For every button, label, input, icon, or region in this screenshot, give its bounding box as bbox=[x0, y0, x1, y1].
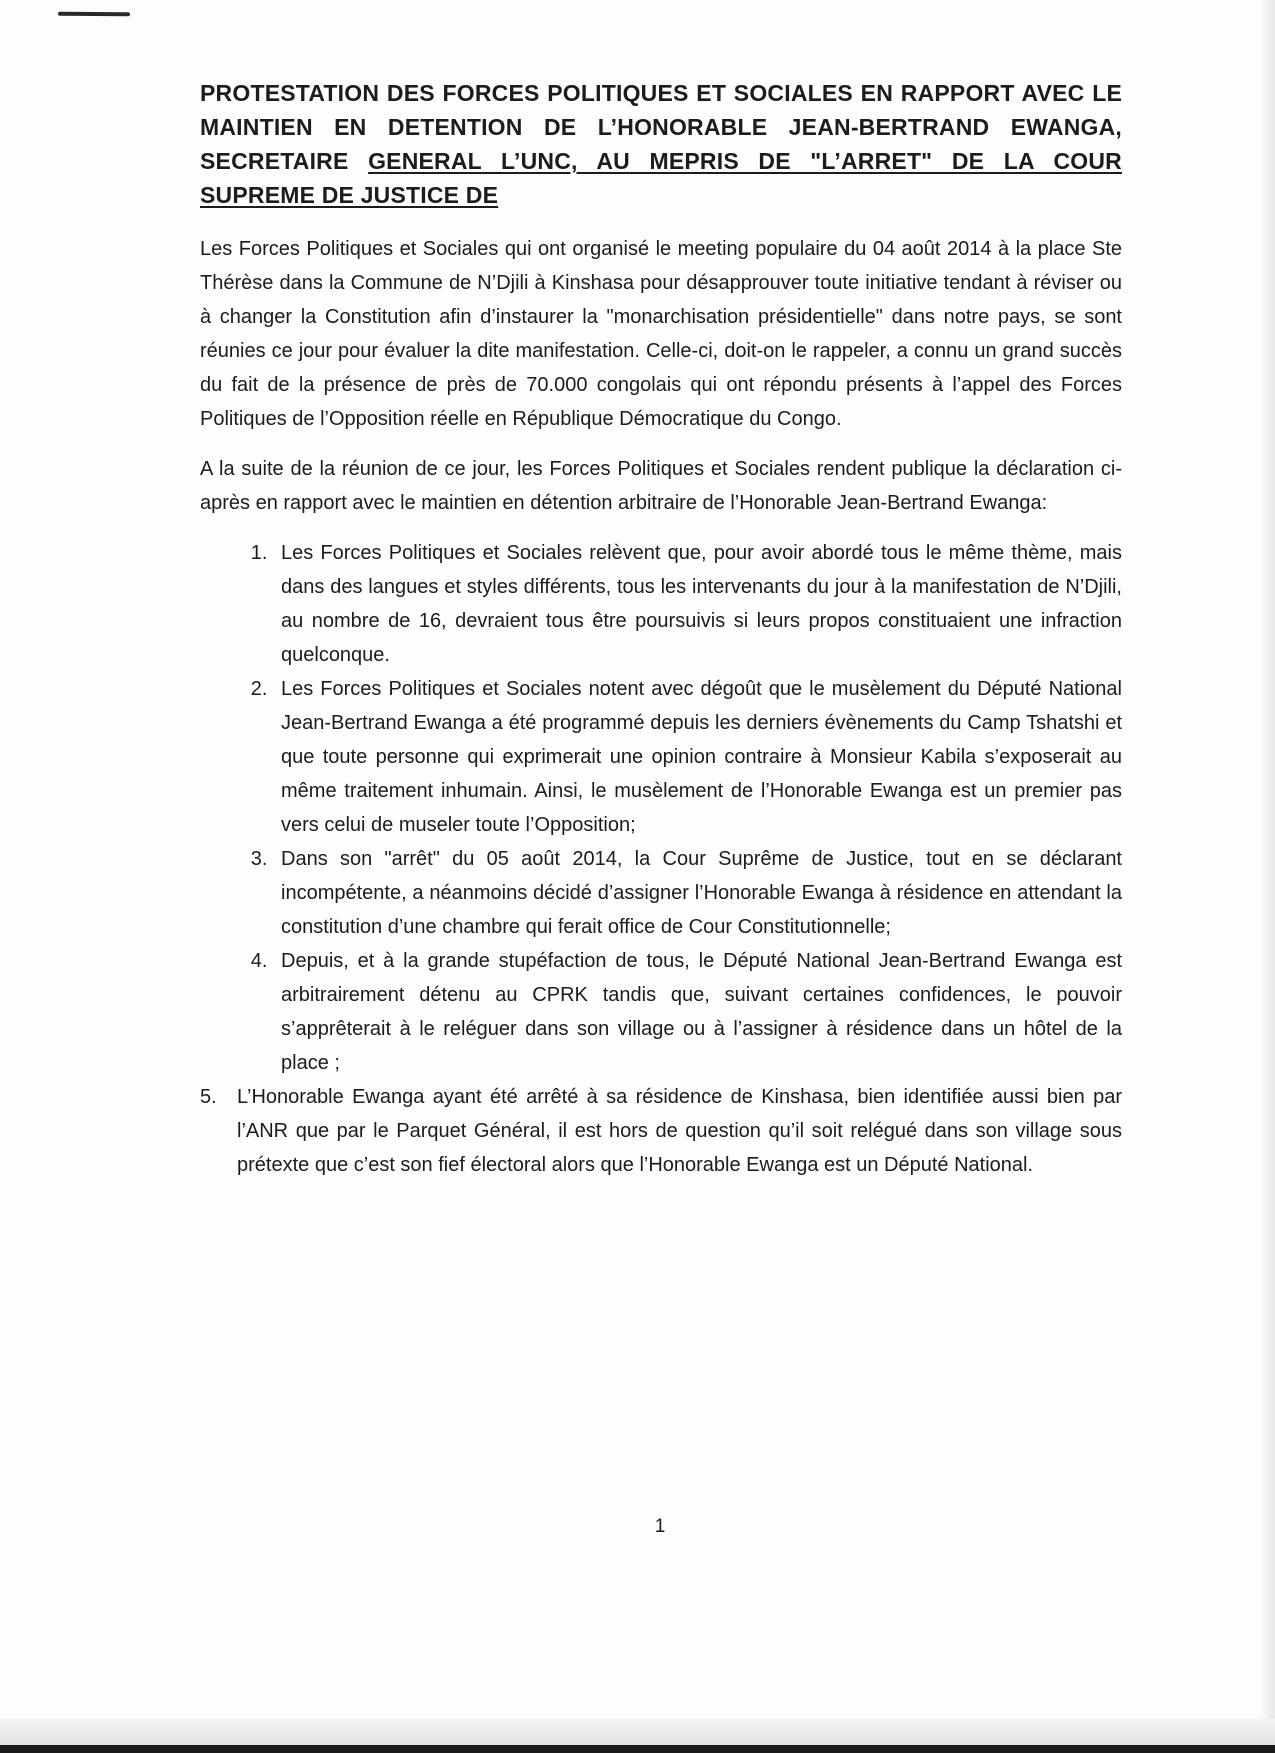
title-underlined-text: GENERAL L’UNC, AU MEPRIS DE "L’ARRET" DE LA COUR SUPREME DE JUSTICE DE bbox=[200, 148, 1122, 208]
declaration-point: 3. Dans son "arrêt" du 05 août 2014, la Cour Suprême de Justice, tout en se déclarant incompétente, a néanmoins décidé d’assigner l’Honorable Ewanga à résidence en attendant la constitution d’une chambre qui ferait office de Cour Constitutionnelle; bbox=[273, 842, 1122, 944]
point-text: L’Honorable Ewanga ayant été arrêté à sa résidence de Kinshasa, bien identifiée aussi bien par l’ANR que par le Parquet Général, il est hors de question qu’il soit relégué dans son village sous prétexte que c’est son fief électoral alors que l’Honorable Ewanga est un Député National. bbox=[237, 1086, 1122, 1176]
declaration-point: 2. Les Forces Politiques et Sociales notent avec dégoût que le musèlement du Député National Jean-Bertrand Ewanga a été programmé depuis les derniers évènements du Camp Tshatshi et que toute personne qui exprimerait une opinion contraire à Monsieur Kabila s’exposerait au même traitement inhumain. Ainsi, le musèlement de l’Honorable Ewanga est un premier pas vers celui de museler toute l’Opposition; bbox=[273, 672, 1122, 842]
declaration-points bbox=[200, 536, 1122, 1080]
declaration-point-five bbox=[200, 1080, 1122, 1182]
declaration-point: 4. Depuis, et à la grande stupéfaction de tous, le Député National Jean-Bertrand Ewanga est arbitrairement détenu au CPRK tandis que, suivant certaines confidences, le pouvoir s’apprêterait à le reléguer dans son village ou à l’assigner à résidence dans un hôtel de la place ; bbox=[273, 944, 1122, 1080]
scan-mark bbox=[58, 12, 130, 17]
page-number: 1 bbox=[654, 1516, 666, 1537]
scan-bottom-shadow bbox=[0, 1719, 1275, 1745]
scan-right-edge bbox=[1261, 0, 1275, 1753]
point-number: 5. bbox=[200, 1086, 217, 1108]
document-body bbox=[200, 76, 1122, 1182]
intro-paragraph: Les Forces Politiques et Sociales qui ont organisé le meeting populaire du 04 août 2014 à la place Ste Thérèse dans la Commune de N’Djili à Kinshasa pour désapprouver toute initiative tendant à réviser ou à changer la Constitution afin d’instaurer la "monarchisation présidentielle" dans notre pays, se sont réunies ce jour pour évaluer la dite manifestation. Celle-ci, doit-on le rappeler, a connu un grand succès du fait de la présence de près de 70.000 congolais qui ont répondu présents à l’appel des Forces Politiques de l’Opposition réelle en République Démocratique du Congo. bbox=[200, 238, 1122, 430]
scan-bottom-edge bbox=[0, 1745, 1275, 1753]
declaration-point: 1. Les Forces Politiques et Sociales relèvent que, pour avoir abordé tous le même thème, mais dans des langues et styles différents, tous les intervenants du jour à la manifestation de N’Djili, au nombre de 16, devraient tous être poursuivis si leurs propos constituaient une infraction quelconque. bbox=[273, 536, 1122, 672]
document-title bbox=[200, 76, 1122, 212]
title-text: PROTESTATION DES FORCES POLITIQUES ET SOCIALES EN RAPPORT AVEC LE MAINTIEN EN DETENTION DE L’HONORABLE JEAN-BERTRAND EWANGA, SECRETAIRE bbox=[200, 80, 1122, 174]
declaration-paragraph: A la suite de la réunion de ce jour, les Forces Politiques et Sociales rendent publique la déclaration ci-après en rapport avec le maintien en détention arbitraire de l’Honorable Jean-Bertrand Ewanga: bbox=[200, 458, 1122, 514]
